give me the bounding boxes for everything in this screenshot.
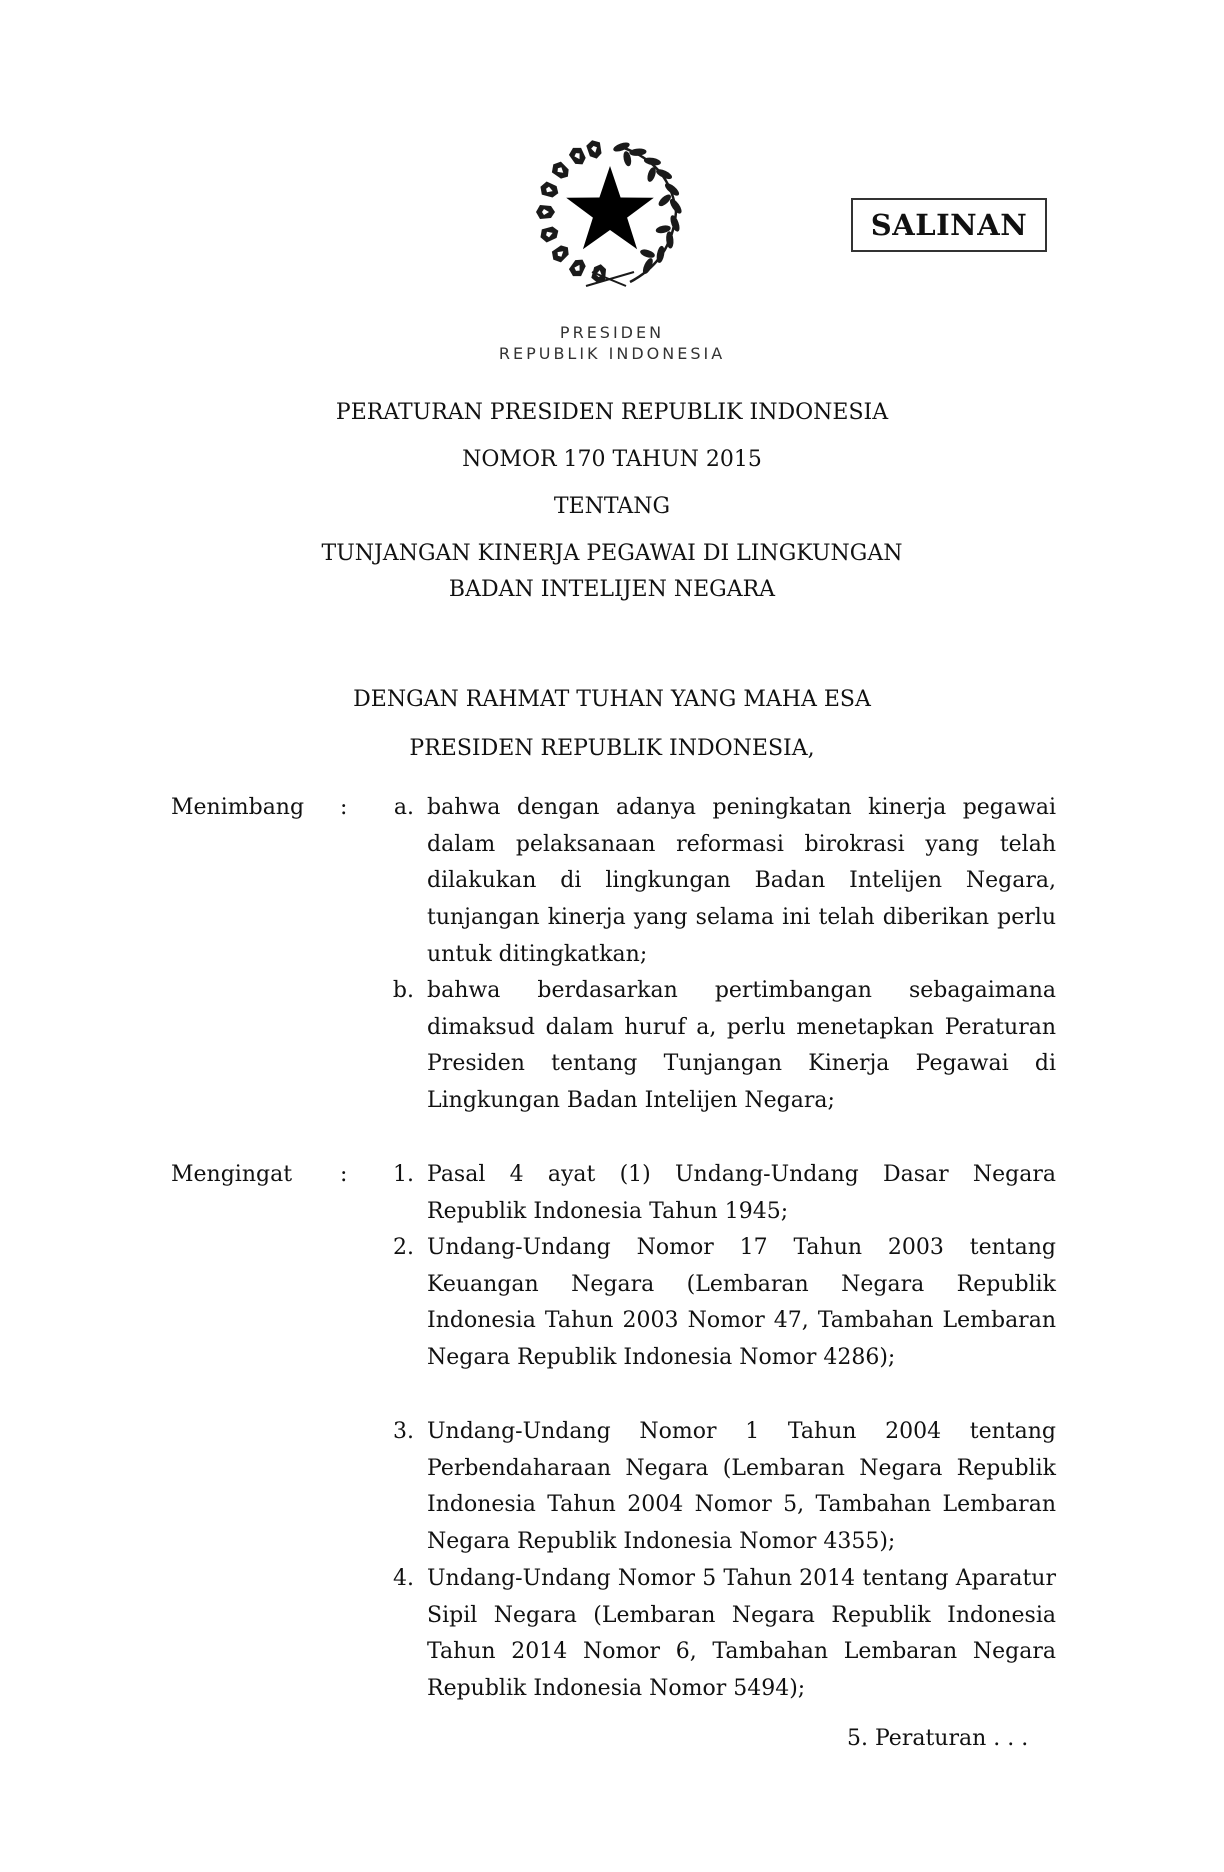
- mengingat-item-number: 3.: [393, 1419, 414, 1444]
- mengingat-item-number: 2.: [393, 1235, 414, 1260]
- presidential-emblem-icon: [530, 136, 690, 288]
- regulation-tentang: TENTANG: [553, 494, 671, 519]
- mengingat-item-text: Pasal 4 ayat (1) Undang-Undang Dasar Negara Republik Indonesia Tahun 1945;: [427, 1162, 1056, 1224]
- mengingat-label: Mengingat: [171, 1162, 293, 1187]
- mengingat-item-text: Undang-Undang Nomor 17 Tahun 2003 tentang Keuangan Negara (Lembaran Negara Republik Indonesia Tahun 2003 Nomor 47, Tambahan Lembaran Negara Republik Indonesia Nomor 4286);: [427, 1235, 1056, 1371]
- mengingat-item-text: Undang-Undang Nomor 5 Tahun 2014 tentang Aparatur Sipil Negara (Lembaran Negara Republik Indonesia Tahun 2014 Nomor 6, Tambahan Lembaran Negara Republik Indonesia Nomor 5494);: [427, 1566, 1056, 1702]
- mengingat-item-number: 1.: [393, 1162, 414, 1187]
- menimbang-colon: :: [340, 795, 348, 820]
- regulation-number: NOMOR 170 TAHUN 2015: [462, 447, 762, 472]
- menimbang-item-text: bahwa dengan adanya peningkatan kinerja pegawai dalam pelaksanaan reformasi birokrasi yang telah dilakukan di lingkungan Badan Intelijen Negara, tunjangan kinerja yang selama ini telah diberikan perlu untuk ditingkatkan;: [427, 795, 1056, 967]
- preamble-line1: DENGAN RAHMAT TUHAN YANG MAHA ESA: [353, 687, 871, 712]
- mengingat-item-number: 4.: [393, 1566, 414, 1591]
- page-continuation-marker: 5. Peraturan . . .: [847, 1726, 1029, 1751]
- menimbang-item-text: bahwa berdasarkan pertimbangan sebagaimana dimaksud dalam huruf a, perlu menetapkan Peraturan Presiden tentang Tunjangan Kinerja Pegawai di Lingkungan Badan Intelijen Negara;: [427, 978, 1056, 1114]
- mengingat-colon: :: [340, 1162, 348, 1187]
- regulation-subject-line2: BADAN INTELIJEN NEGARA: [448, 577, 776, 602]
- institution-label-line2: REPUBLIK INDONESIA: [498, 344, 726, 363]
- menimbang-label: Menimbang: [171, 795, 305, 820]
- menimbang-item-number: a.: [393, 795, 414, 820]
- salinan-stamp: SALINAN: [851, 198, 1047, 252]
- menimbang-item-number: b.: [392, 978, 414, 1003]
- mengingat-item-text: Undang-Undang Nomor 1 Tahun 2004 tentang Perbendaharaan Negara (Lembaran Negara Republik Indonesia Tahun 2004 Nomor 5, Tambahan Lembaran Negara Republik Indonesia Nomor 4355);: [427, 1419, 1056, 1555]
- preamble-line2: PRESIDEN REPUBLIK INDONESIA,: [409, 736, 815, 761]
- regulation-subject-line1: TUNJANGAN KINERJA PEGAWAI DI LINGKUNGAN: [321, 541, 903, 566]
- institution-label-line1: PRESIDEN: [559, 323, 665, 342]
- regulation-title: PERATURAN PRESIDEN REPUBLIK INDONESIA: [335, 400, 889, 425]
